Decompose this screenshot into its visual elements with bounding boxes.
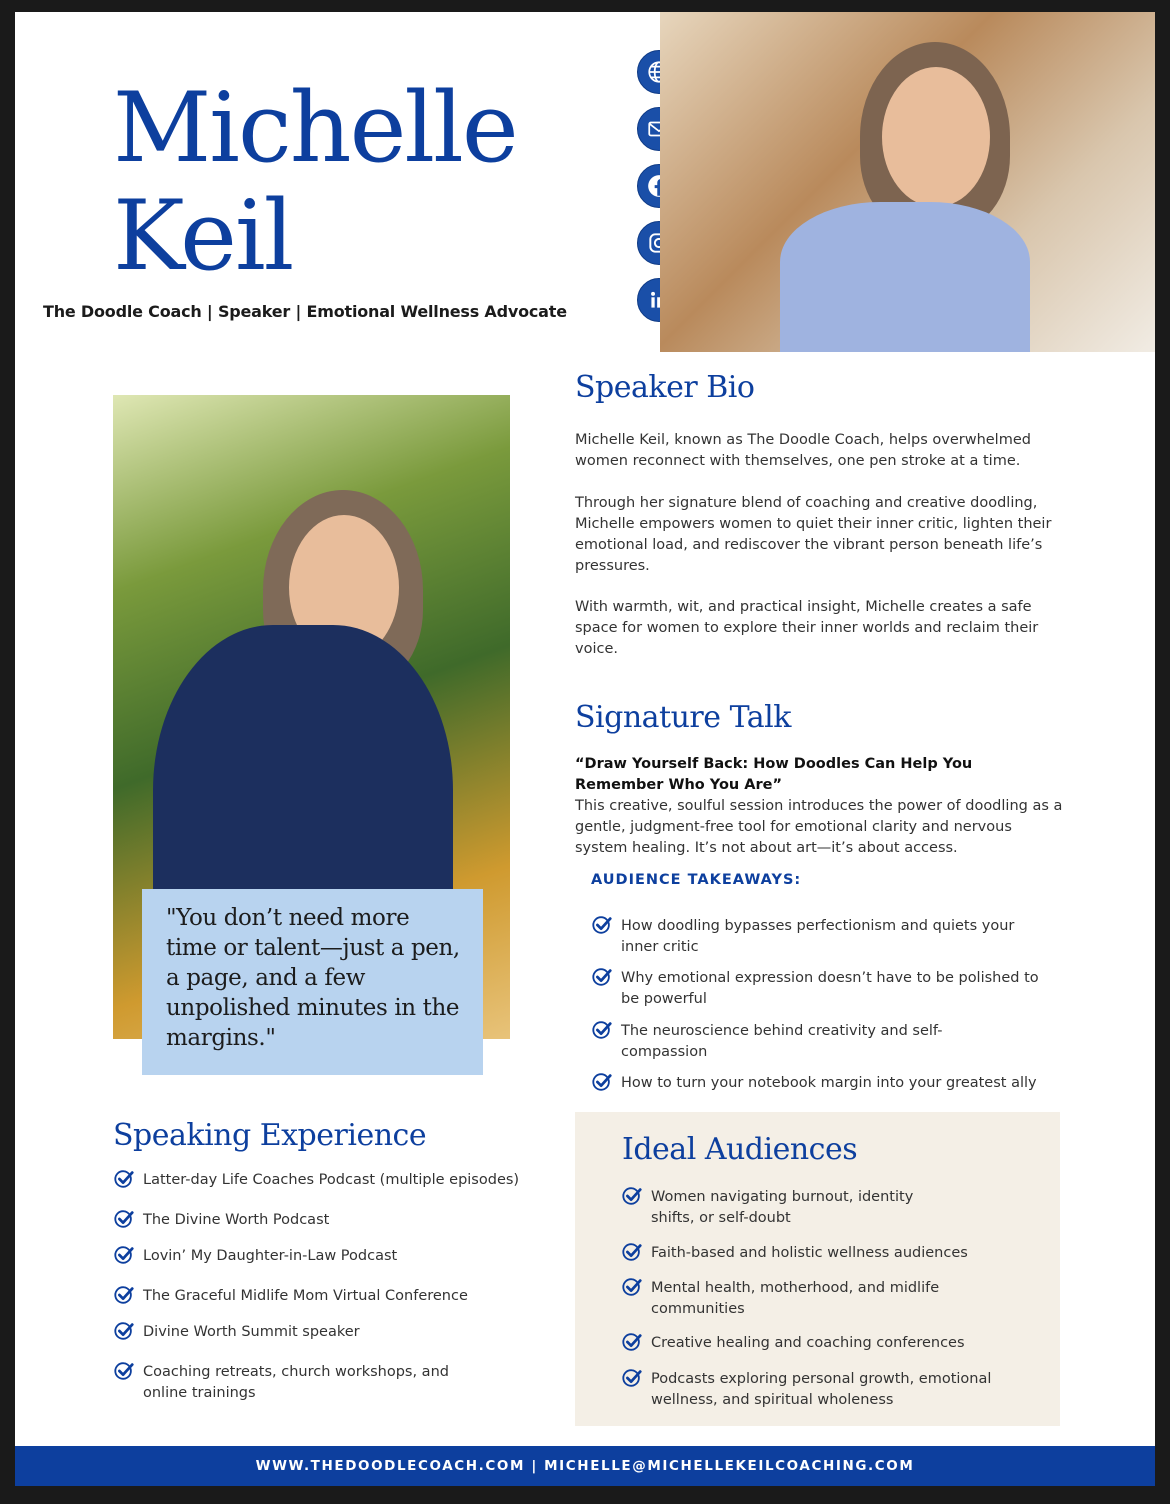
takeaway-text: How doodling bypasses perfectionism and quiets your inner critic — [621, 918, 1015, 955]
experience-text: Latter-day Life Coaches Podcast (multiple episodes) — [143, 1172, 520, 1188]
check-icon — [113, 1168, 135, 1190]
check-icon — [113, 1360, 135, 1382]
list-item — [591, 916, 1056, 958]
list-item — [113, 1286, 553, 1307]
footer-contact[interactable]: WWW.THEDOODLECOACH.COM | MICHELLE@MICHELLEKEILCOACHING.COM — [15, 1446, 1155, 1486]
check-icon — [113, 1284, 135, 1306]
check-icon — [621, 1185, 643, 1207]
talk-heading: Signature Talk — [575, 700, 791, 735]
check-icon — [113, 1244, 135, 1266]
list-item — [113, 1362, 483, 1404]
bio-paragraph-2: Through her signature blend of coaching and creative doodling, Michelle empowers women to quiet their inner critic, lighten their emotional load, and rediscover the vibrant person beneath life’s pressures. — [575, 495, 1052, 574]
list-item — [621, 1187, 951, 1229]
talk-description: This creative, soulful session introduces the power of doodling as a gentle, judgment-free tool for emotional clarity and nervous system healing. It’s not about art—it’s about access. — [575, 798, 1063, 856]
experience-text: Lovin’ My Daughter-in-Law Podcast — [143, 1248, 398, 1264]
check-icon — [113, 1320, 135, 1342]
pull-quote: "You don’t need more time or talent—just a pen, a page, and a few unpolished minutes in the margins." — [142, 889, 483, 1075]
list-item — [591, 1021, 991, 1063]
list-item — [113, 1322, 553, 1343]
first-name: Michelle — [113, 72, 517, 184]
experience-text: The Graceful Midlife Mom Virtual Conference — [143, 1288, 468, 1304]
ideal-audiences-panel — [575, 1112, 1060, 1426]
bio-paragraph-3: With warmth, wit, and practical insight, Michelle creates a safe space for women to explore their inner worlds and reclaim their voice. — [575, 599, 1039, 657]
experience-text: Divine Worth Summit speaker — [143, 1324, 360, 1340]
check-icon — [591, 914, 613, 936]
check-icon — [621, 1331, 643, 1353]
check-icon — [621, 1276, 643, 1298]
takeaway-text: Why emotional expression doesn’t have to be polished to be powerful — [621, 970, 1039, 1007]
portrait-figure — [660, 12, 1155, 352]
audience-text: Mental health, motherhood, and midlife communities — [651, 1280, 940, 1317]
experience-text: The Divine Worth Podcast — [143, 1212, 330, 1228]
list-item — [591, 968, 1056, 1010]
audience-text: Podcasts exploring personal growth, emotional wellness, and spiritual wholeness — [651, 1371, 992, 1408]
check-icon — [591, 966, 613, 988]
audiences-heading: Ideal Audiences — [622, 1132, 858, 1167]
talk-title: “Draw Yourself Back: How Doodles Can Help You Remember Who You Are” — [575, 756, 973, 793]
bio-heading: Speaker Bio — [575, 370, 755, 405]
takeaway-text: The neuroscience behind creativity and self-compassion — [621, 1023, 943, 1060]
check-icon — [621, 1241, 643, 1263]
check-icon — [591, 1019, 613, 1041]
experience-text: Coaching retreats, church workshops, and online trainings — [143, 1364, 449, 1401]
takeaway-text: How to turn your notebook margin into your greatest ally — [621, 1075, 1037, 1091]
last-name: Keil — [113, 180, 293, 292]
check-icon — [113, 1208, 135, 1230]
audience-text: Faith-based and holistic wellness audiences — [651, 1245, 968, 1261]
list-item — [621, 1278, 981, 1320]
check-icon — [621, 1367, 643, 1389]
bio-paragraph-1: Michelle Keil, known as The Doodle Coach, helps overwhelmed women reconnect with themselves, one pen stroke at a time. — [575, 432, 1031, 469]
list-item — [621, 1243, 1041, 1264]
check-icon — [591, 1071, 613, 1093]
tagline: The Doodle Coach | Speaker | Emotional Wellness Advocate — [43, 302, 567, 321]
audience-text: Creative healing and coaching conferences — [651, 1335, 965, 1351]
list-item — [113, 1246, 553, 1267]
list-item — [113, 1170, 553, 1191]
speaker-name — [113, 74, 517, 290]
takeaways-heading: AUDIENCE TAKEAWAYS: — [591, 872, 802, 888]
experience-heading: Speaking Experience — [113, 1118, 427, 1153]
list-item — [113, 1210, 553, 1231]
portrait-photo-top — [660, 12, 1155, 352]
list-item — [621, 1333, 1041, 1354]
speaker-one-sheet — [15, 12, 1155, 1486]
list-item — [591, 1073, 1071, 1094]
list-item — [621, 1369, 1001, 1411]
audience-text: Women navigating burnout, identity shifts, or self-doubt — [651, 1189, 914, 1226]
